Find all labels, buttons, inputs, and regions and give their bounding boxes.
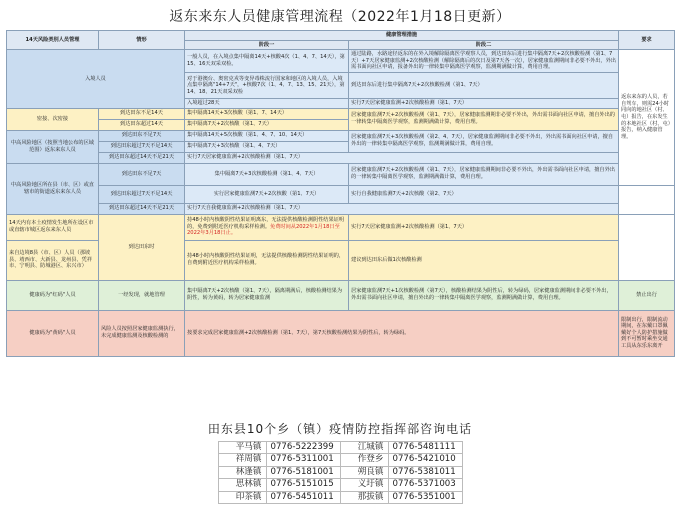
city-risk-situation-c: 到达田东超过14天不足21天 — [99, 203, 185, 214]
mid-risk-category: 中高风险地区（按照当地公布的区域范围）返东来东人员 — [7, 130, 99, 163]
phone-row — [218, 479, 462, 491]
town-name: 祥周镇 — [218, 454, 266, 466]
free-period-note: 免费时间从2022年1月18日至2022年3月18日止。 — [187, 223, 340, 237]
low-risk-stage2-a: 实行7天居家健康监测+2次核酸检测（第1、7天） — [349, 214, 619, 240]
low-risk-stage2-b: 建议到达田东后做1次核酸检测 — [349, 240, 619, 280]
mid-risk-stage1-a: 集中隔离14天+5次核酸（第1、4、7、10、14天） — [185, 130, 349, 141]
town-phone: 0776-5351001 — [388, 491, 462, 503]
mid-risk-stage1-b: 集中隔离7天+3次核酸（第1、4、7天） — [185, 141, 349, 152]
yellow-code-requirement: 限制出行，限制流动期间，在东戴口罩佩戴好个人防护措施做到不可暂时乘坐交通工具从东乐东离开 — [619, 310, 675, 356]
inbound-stage2-a: 通过陆路，水路途径返东的在外入境解除隔离医学观察人员，到达田东后进行集中隔离7天+2次核酸检测（第1、7天）+7天居家健康监测+2次核酸检测（解除隔离后的次日及第7天各一次），居家健康监测期间非必要不外出，外出需书面向社区申请，报备外出的一律转集中隔离医学观察，监测期满做计算，费用自理。 — [349, 50, 619, 73]
town-name: 江城镇 — [340, 442, 388, 454]
header-category: 14天风险类别人员管理 — [7, 31, 99, 50]
header-stage2: 阶段二 — [349, 40, 619, 50]
header-stage1: 阶段一 — [185, 40, 349, 50]
low-risk-stage1-a-text: 持48小时内核酸阴性结果证明离东，无法提供核酸检测阴性结果证明的，免费到附近医疗机构采样检测。 — [187, 217, 345, 230]
town-name: 义圩镇 — [340, 479, 388, 491]
close-contact-stage2: 居家健康监测7天+2次核酸检测（第1、7天），居家健康监测期非必要不外出，外出需书面向社区申请，擅自外出的一律转集中隔离医学观察，监测期满做计算，费用自理。 — [349, 108, 619, 130]
low-risk-stage1-b: 持48小时内核酸阴性结果证明，无法提供核酸检测阴性结果证明的，自费到附近医疗机构采样检测。 — [185, 240, 349, 280]
inbound-category: 入境人员 — [7, 50, 185, 108]
town-phone: 0776-5181001 — [266, 466, 340, 478]
header-situation: 情形 — [99, 31, 185, 50]
header-measures: 健康管理措施 — [185, 31, 619, 41]
red-code-stage2: 居家健康监测7天+1次核酸检测（第7天），核酸检测结果为阴性后，转为绿码，居家健康监测期间非必要不外出，外出需书面向社区申请，擅自外出的一律转集中隔离医学观察，监测期满做计算，费用自理。 — [349, 280, 619, 310]
phone-section — [6, 420, 674, 504]
close-contact-stage1-b: 集中隔离7天+2次核酸（第1、7天） — [185, 119, 349, 130]
city-risk-stage1-c: 实行7天自我健康监测+2次核酸检测（第1、7天） — [185, 203, 619, 214]
town-phone: 0776-5451011 — [266, 491, 340, 503]
phone-row — [218, 491, 462, 503]
city-risk-stage1-b: 实行居家健康监测7天+2次核酸（第1、7天） — [185, 185, 349, 203]
phone-row — [218, 454, 462, 466]
phone-table — [218, 441, 463, 504]
town-phone: 0776-5481111 — [388, 442, 462, 454]
mid-risk-situation-c: 到达田东超过14天不足21天 — [99, 152, 185, 163]
mid-risk-situation-b: 到达田东超过7天不足14天 — [99, 141, 185, 152]
town-name: 林逢镇 — [218, 466, 266, 478]
red-code-stage1: 集中隔离7天+2次核酸（第1、7天），隔离期满后，核酸检测结果为阴性，转为黄码，转为居家健康监测 — [185, 280, 349, 310]
town-phone: 0776-5311001 — [266, 454, 340, 466]
phone-title: 田东县10个乡（镇）疫情防控指挥部咨询电话 — [207, 422, 473, 436]
requirement-blank-2 — [619, 214, 675, 280]
city-risk-stage1-a: 集中隔离7天+3次核酸检测（第1、4、7天） — [185, 163, 349, 185]
inbound-stage1-b: 对于港澳台、奥密克戎等变异毒株流行国家和地区的入境人员，入境点集中隔离"14+7天"，+核酸7次（1、4、7、13、15、21天），第14、18、21天双采双检 — [185, 72, 349, 98]
city-risk-stage2-b: 实行自我健康监测7天+2次核酸（第2、7天） — [349, 185, 619, 203]
city-risk-situation-a: 到达田东不足7天 — [99, 163, 185, 185]
mid-risk-stage1-c: 实行7天居家健康监测+2次核酸检测（第1、7天） — [185, 152, 619, 163]
low-risk-category-b: 来自边境8县（市、区）人员（那坡县、靖西市、大新县、龙州县、凭祥市、宁明县、防城港区、东兴市） — [7, 240, 99, 280]
inbound-stage2-c: 实行7天居家健康监测+2次核酸检测（第1、7天） — [349, 98, 619, 108]
town-name: 那拔镇 — [340, 491, 388, 503]
red-code-requirement: 禁止出行 — [619, 280, 675, 310]
city-risk-category: 中高风险地区所在县（市、区）或直辖市的街道返东来东人员 — [7, 163, 99, 214]
inbound-stage1-c: 入境超过28天 — [185, 98, 349, 108]
phone-row — [218, 466, 462, 478]
health-management-table — [6, 30, 675, 357]
close-contact-situation-b: 到达田东超过14天 — [99, 119, 185, 130]
yellow-code-situation: 风险人员按照居家健康监测执行，未完成健康监测及核酸检测的 — [99, 310, 185, 356]
phone-row — [218, 442, 462, 454]
low-risk-situation: 到达田东时 — [99, 214, 185, 280]
red-code-situation: 一经发现，就地管理 — [99, 280, 185, 310]
low-risk-stage1-a — [185, 214, 349, 240]
page-title: 返东来东人员健康管理流程（2022年1月18日更新） — [169, 9, 511, 25]
inbound-stage1-a: 一般人员，在入境点集中隔离14天+核酸4次（1、4、7、14天），第15、16天双采双检。 — [185, 50, 349, 73]
town-name: 朔良镇 — [340, 466, 388, 478]
town-name: 平马镇 — [218, 442, 266, 454]
close-contact-stage1-a: 集中隔离14天+3次核酸（第1、7、14天） — [185, 108, 349, 119]
city-risk-stage2-a: 居家健康监测7天+2次核酸检测（第1、7天），居家健康监测期间非必要不外出，外出需书面向社区申请，擅自外出的一律转集中隔离医学观察，监测期满做计算，费用自理。 — [349, 163, 619, 185]
close-contact-situation-a: 到达田东不足14天 — [99, 108, 185, 119]
town-phone: 0776-5222399 — [266, 442, 340, 454]
inbound-stage2-b: 到达田东后进行集中隔离7天+2次核酸检测（第1、7天） — [349, 72, 619, 98]
requirement-text: 返东来东的人员，若自驾车，则需24小时同向的地社区（村、屯）报告，在东发生的本地社区（村、屯）报告，纳入健康管理。 — [619, 50, 675, 185]
town-phone: 0776-5421010 — [388, 454, 462, 466]
yellow-code-category: 健康码为"黄码"人员 — [7, 310, 99, 356]
town-name: 作登乡 — [340, 454, 388, 466]
mid-risk-situation-a: 到达田东不足7天 — [99, 130, 185, 141]
town-phone: 0776-5371003 — [388, 479, 462, 491]
town-name: 思林镇 — [218, 479, 266, 491]
low-risk-category-a: 14天内有本土疫情发生地所在设区市或直辖市城区返东来东人员 — [7, 214, 99, 240]
red-code-category: 健康码为"红码"人员 — [7, 280, 99, 310]
town-name: 印茶镇 — [218, 491, 266, 503]
town-phone: 0776-5381011 — [388, 466, 462, 478]
city-risk-situation-b: 到达田东超过7天不足14天 — [99, 185, 185, 203]
yellow-code-stage1: 按要求完成居家健康监测+2次核酸检测（第1、7天），第7天核酸检测结果为阴性后，转为绿码。 — [185, 310, 619, 356]
mid-risk-stage2: 居家健康监测7天+3次核酸检测（第2、4、7天），居家健康监测期间非必要不外出，外出需书面向社区申请，擅自外出的一律转集中隔离医学观察，监测期满做计算，费用自理。 — [349, 130, 619, 152]
header-requirement: 要求 — [619, 31, 675, 50]
town-phone: 0776-5151015 — [266, 479, 340, 491]
close-contact-category: 密接、次密接 — [7, 108, 99, 130]
